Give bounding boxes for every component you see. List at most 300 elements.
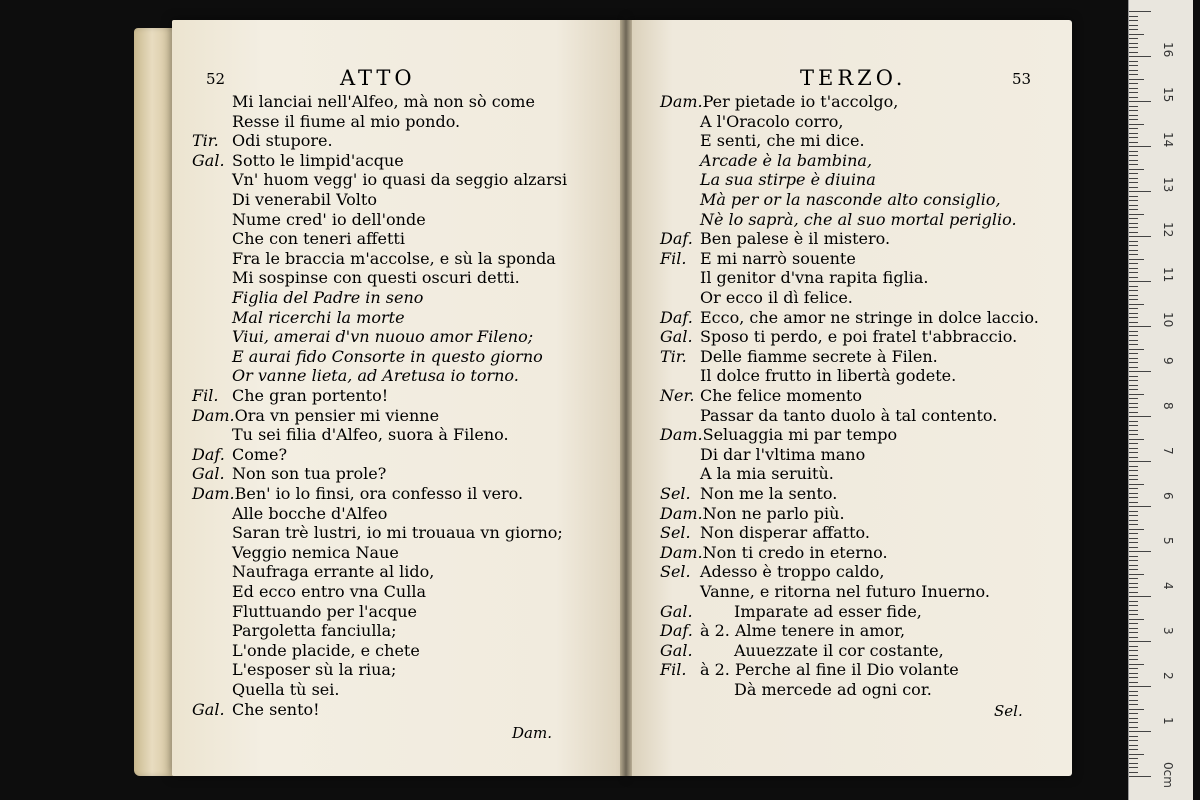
ruler-tick [1129,119,1138,120]
speaker-label: Dam. [192,405,235,425]
ruler-tick [1129,668,1138,669]
ruler-tick [1129,299,1138,300]
ruler-tick [1129,547,1138,548]
ruler-tick [1129,403,1138,404]
ruler-tick [1129,637,1138,638]
text-line [660,523,870,542]
ruler-tick [1129,146,1151,147]
ruler-tick [1129,533,1138,534]
ruler-tick [1129,398,1138,399]
line-text: L'onde placide, e chete [232,640,420,660]
ruler-tick [1129,731,1151,732]
line-text: Mal ricerchi la morte [232,307,405,327]
text-line [660,210,1017,229]
line-text: Alle bocche d'Alfeo [232,503,388,523]
text-line [192,308,405,327]
speaker-label: Sel. [660,562,691,582]
ruler-label: 1 [1161,717,1175,725]
ruler-tick [1129,443,1138,444]
text-line [192,288,423,307]
ruler-tick [1129,484,1144,485]
line-text: à 2. Alme tenere in amor, [700,621,906,641]
ruler-label: 12 [1161,222,1175,238]
ruler-tick [1129,632,1138,633]
ruler-tick [1129,223,1138,224]
ruler-tick [1129,367,1138,368]
line-text: Veggio nemica Naue [232,542,399,562]
line-text: Come? [232,444,288,464]
ruler-tick [1129,556,1138,557]
text-line [660,92,898,111]
text-line [192,190,377,209]
ruler-tick [1129,691,1138,692]
ruler-tick [1129,214,1144,215]
ruler-tick [1129,767,1138,768]
ruler-tick [1129,596,1151,597]
ruler-tick [1129,520,1138,521]
speaker-label: Dam. [660,503,703,523]
ruler-tick [1129,16,1138,17]
line-text: Ecco, che amor ne stringe in dolce laccio. [700,307,1039,327]
ruler-tick [1129,551,1151,552]
speaker-label: Sel. [660,484,691,503]
text-line [660,641,944,660]
ruler-tick [1129,583,1138,584]
ruler-tick [1129,592,1138,593]
ruler-tick [1129,772,1138,773]
text-line [660,680,932,699]
text-line [192,170,567,189]
ruler-tick [1129,169,1144,170]
line-text: Imparate ad esser fide, [734,601,922,621]
ruler-tick [1129,20,1138,21]
ruler-tick [1129,155,1138,156]
text-line [192,131,333,150]
ruler-tick [1129,677,1138,678]
text-line [660,190,1001,209]
line-text: Resse il fiume al mio pondo. [232,111,461,131]
ruler-tick [1129,151,1138,152]
ruler-tick [1129,412,1138,413]
ruler-label: 0cm [1161,762,1175,788]
ruler-tick [1129,304,1144,305]
text-line [660,131,865,150]
ruler-tick [1129,88,1138,89]
speaker-label: Daf. [660,307,693,327]
left-catchword: Dam. [512,724,552,742]
line-text: à 2. Perche al fine il Dio volante [700,660,959,680]
speaker-label: Fil. [660,660,687,680]
ruler-tick [1129,43,1138,44]
ruler-tick [1129,713,1138,714]
left-running-head: ATTO [340,66,416,90]
ruler-tick [1129,268,1138,269]
text-line [660,621,905,640]
speaker-label: Gal. [660,640,693,660]
ruler-tick [1129,83,1138,84]
line-text: Che felice momento [700,386,863,405]
ruler-tick [1129,736,1138,737]
ruler-tick [1129,407,1138,408]
text-line [660,366,956,385]
ruler-label: 3 [1161,627,1175,635]
text-line [660,562,884,581]
text-line [192,543,399,562]
line-text: Odi stupore. [232,131,333,151]
ruler-label: 10 [1161,312,1175,328]
ruler-tick [1129,574,1144,575]
ruler-tick [1129,763,1138,764]
speaker-label: Tir. [192,131,219,151]
line-text: Viui, amerai d'vn nuouo amor Fileno; [232,327,534,347]
ruler-tick [1129,34,1144,35]
speaker-label: Gal. [192,150,225,170]
ruler-tick [1129,623,1138,624]
line-text: Ed ecco entro vna Culla [232,582,426,601]
line-text: Sposo ti perdo, e poi fratel t'abbraccio. [700,327,1018,347]
speaker-label: Ner. [660,386,695,405]
line-text: Quella tù sei. [232,680,340,699]
line-text: Non me la sento. [700,484,838,503]
line-text: Non ne parlo più. [702,503,845,523]
ruler-tick [1129,722,1138,723]
ruler-tick [1129,56,1151,57]
text-line [192,327,533,346]
line-text: Or ecco il dì felice. [700,288,853,307]
ruler-tick [1129,659,1138,660]
ruler-tick [1129,47,1138,48]
line-text: Ben' io lo finsi, ora confesso il vero. [234,484,524,503]
ruler-tick [1129,569,1138,570]
text-line [660,386,862,405]
ruler-tick [1129,776,1151,777]
line-text: Che con teneri affetti [232,229,405,249]
line-text: Nume cred' io dell'onde [232,209,426,229]
ruler-label: 9 [1161,357,1175,365]
ruler-tick [1129,704,1138,705]
ruler-tick [1129,628,1138,629]
ruler-tick [1129,263,1138,264]
ruler-tick [1129,322,1138,323]
text-line [660,484,837,503]
ruler-tick [1129,61,1138,62]
line-text: A l'Oracolo corro, [700,111,844,131]
ruler-tick [1129,682,1138,683]
ruler-tick [1129,695,1138,696]
ruler-tick [1129,565,1138,566]
measurement-ruler [1128,0,1193,800]
right-catchword: Sel. [994,702,1023,720]
right-page-number: 53 [1012,70,1032,88]
ruler-tick [1129,290,1138,291]
ruler-tick [1129,497,1138,498]
ruler-tick [1129,754,1144,755]
text-line [192,562,434,581]
speaker-label: Daf. [660,229,693,249]
ruler-tick [1129,425,1138,426]
ruler-tick [1129,727,1138,728]
text-line [192,680,339,699]
ruler-tick [1129,457,1138,458]
ruler-tick [1129,281,1151,282]
ruler-tick [1129,479,1138,480]
ruler-tick [1129,740,1138,741]
line-text: Passar da tanto duolo à tal contento. [700,405,998,425]
text-line [660,464,834,483]
speaker-label: Daf. [660,621,693,641]
text-line [192,445,287,464]
ruler-label: 6 [1161,492,1175,500]
text-line [192,523,563,542]
ruler-tick [1129,439,1144,440]
left-page-number: 52 [206,70,226,88]
line-text: Non disperar affatto. [700,523,870,543]
line-text: E senti, che mi dice. [700,131,865,151]
text-line [660,268,928,287]
text-line [660,308,1039,327]
text-line [192,268,520,287]
ruler-tick [1129,470,1138,471]
ruler-tick [1129,173,1138,174]
text-line [192,151,404,170]
ruler-tick [1129,619,1144,620]
text-line [192,347,543,366]
ruler-tick [1129,529,1144,530]
ruler-tick [1129,376,1138,377]
ruler-tick [1129,362,1138,363]
ruler-tick [1129,79,1144,80]
ruler-tick [1129,97,1138,98]
ruler-label: 8 [1161,402,1175,410]
ruler-tick [1129,745,1138,746]
ruler-tick [1129,182,1138,183]
line-text: Ben palese è il mistero. [700,229,891,249]
ruler-label: 11 [1161,267,1175,283]
text-line [660,660,959,679]
text-line [192,210,426,229]
text-line [192,112,460,131]
speaker-label: Dam. [660,542,703,562]
book-gutter [620,20,632,776]
text-line [192,582,426,601]
line-text: Sotto le limpid'acque [232,150,404,170]
ruler-tick [1129,313,1138,314]
ruler-tick [1129,286,1138,287]
ruler-tick [1129,178,1138,179]
ruler-tick [1129,232,1138,233]
ruler-tick [1129,331,1138,332]
ruler-label: 2 [1161,672,1175,680]
ruler-tick [1129,295,1138,296]
text-line [192,464,386,483]
line-text: Non son tua prole? [232,464,387,484]
ruler-tick [1129,601,1138,602]
text-line [660,504,845,523]
line-text: Saran trè lustri, io mi trouaua vn giorno; [232,523,563,543]
line-text: Ora vn pensier mi vienne [234,405,440,425]
text-line [192,660,396,679]
ruler-tick [1129,664,1144,665]
text-line [660,347,938,366]
ruler-tick [1129,308,1138,309]
speaker-label: Fil. [660,248,687,268]
ruler-tick [1129,515,1138,516]
ruler-tick [1129,358,1138,359]
ruler-tick [1129,349,1144,350]
ruler-tick [1129,259,1144,260]
ruler-tick [1129,646,1138,647]
ruler-label: 5 [1161,537,1175,545]
ruler-tick [1129,488,1138,489]
ruler-tick [1129,718,1138,719]
ruler-tick [1129,641,1151,642]
ruler-tick [1129,110,1138,111]
speaker-label: Dam. [192,484,235,503]
ruler-tick [1129,416,1151,417]
line-text: Adesso è troppo caldo, [700,562,885,582]
speaker-label: Dam. [660,425,703,445]
text-line [660,327,1017,346]
ruler-tick [1129,11,1151,12]
line-text: Seluaggia mi par tempo [702,425,898,445]
ruler-label: 15 [1161,87,1175,103]
ruler-tick [1129,92,1138,93]
text-line [660,445,865,464]
ruler-tick [1129,52,1138,53]
ruler-tick [1129,605,1138,606]
line-text: Or vanne lieta, ad Aretusa io torno. [232,366,519,386]
speaker-label: Gal. [660,327,693,347]
ruler-label: 16 [1161,42,1175,58]
ruler-tick [1129,160,1138,161]
line-text: E aurai fido Consorte in questo giorno [232,346,543,366]
ruler-tick [1129,340,1138,341]
ruler-tick [1129,227,1138,228]
ruler-tick [1129,209,1138,210]
ruler-tick [1129,124,1144,125]
ruler-tick [1129,587,1138,588]
ruler-tick [1129,137,1138,138]
ruler-tick [1129,371,1151,372]
speaker-label: Gal. [192,464,225,484]
text-line [660,406,997,425]
line-text: E mi narrò souente [700,248,856,268]
text-line [660,582,990,601]
line-text: Mi sospinse con questi oscuri detti. [232,268,520,288]
line-text: Vanne, e ritorna nel futuro Inuerno. [700,582,990,601]
ruler-tick [1129,448,1138,449]
ruler-label: 14 [1161,132,1175,148]
ruler-tick [1129,502,1138,503]
line-text: Pargoletta fanciulla; [232,621,397,641]
line-text: Mi lanciai nell'Alfeo, mà non sò come [232,92,535,111]
text-line [192,602,417,621]
speaker-label: Dam. [660,92,703,111]
ruler-tick [1129,700,1138,701]
text-line [192,504,387,523]
line-text: Delle fiamme secrete à Filen. [700,346,938,366]
ruler-tick [1129,452,1138,453]
speaker-label: Daf. [192,444,225,464]
ruler-tick [1129,196,1138,197]
line-text: Nè lo saprà, che al suo mortal periglio. [700,209,1017,229]
ruler-tick [1129,101,1151,102]
ruler-tick [1129,218,1138,219]
text-line [192,249,556,268]
text-line [660,425,897,444]
text-line [192,484,523,503]
ruler-tick [1129,614,1138,615]
text-line [660,602,922,621]
line-text: L'esposer sù la riua; [232,660,397,680]
text-line [192,641,420,660]
line-text: Auuezzate il cor costante, [734,640,944,660]
ruler-tick [1129,187,1138,188]
text-line [192,621,397,640]
ruler-label: 7 [1161,447,1175,455]
line-text: Naufraga errante al lido, [232,562,435,582]
ruler-tick [1129,272,1138,273]
ruler-tick [1129,686,1151,687]
ruler-tick [1129,430,1138,431]
line-text: Non ti credo in eterno. [702,542,888,562]
line-text: Fluttuando per l'acque [232,601,417,621]
ruler-tick [1129,164,1138,165]
line-text: La sua stirpe è diuina [700,170,876,190]
line-text: Tu sei filia d'Alfeo, suora à Fileno. [232,425,509,445]
line-text: Per pietade io t'accolgo, [702,92,899,111]
ruler-tick [1129,115,1138,116]
line-text: A la mia seruitù. [700,464,834,484]
ruler-tick [1129,326,1151,327]
ruler-tick [1129,749,1138,750]
ruler-tick [1129,610,1138,611]
line-text: Mà per or la nasconde alto consiglio, [700,190,1001,209]
ruler-tick [1129,317,1138,318]
ruler-tick [1129,353,1138,354]
ruler-tick [1129,475,1138,476]
text-line [660,249,856,268]
ruler-tick [1129,200,1138,201]
ruler-tick [1129,709,1144,710]
ruler-tick [1129,38,1138,39]
ruler-tick [1129,142,1138,143]
line-text: Di dar l'vltima mano [700,444,866,464]
speaker-label: Fil. [192,386,219,405]
ruler-tick [1129,673,1138,674]
line-text: Fra le braccia m'accolse, e sù la sponda [232,248,556,268]
ruler-tick [1129,506,1151,507]
ruler-tick [1129,277,1138,278]
text-line [192,425,509,444]
ruler-tick [1129,74,1138,75]
ruler-tick [1129,250,1138,251]
text-line [660,229,890,248]
text-line [660,112,844,131]
ruler-tick [1129,655,1138,656]
text-line [192,92,535,111]
ruler-tick [1129,524,1138,525]
ruler-tick [1129,128,1138,129]
text-line [192,386,388,405]
ruler-tick [1129,560,1138,561]
ruler-tick [1129,254,1138,255]
right-running-head: TERZO. [800,66,907,90]
text-line [192,406,439,425]
ruler-label: 4 [1161,582,1175,590]
ruler-tick [1129,241,1138,242]
ruler-tick [1129,461,1151,462]
